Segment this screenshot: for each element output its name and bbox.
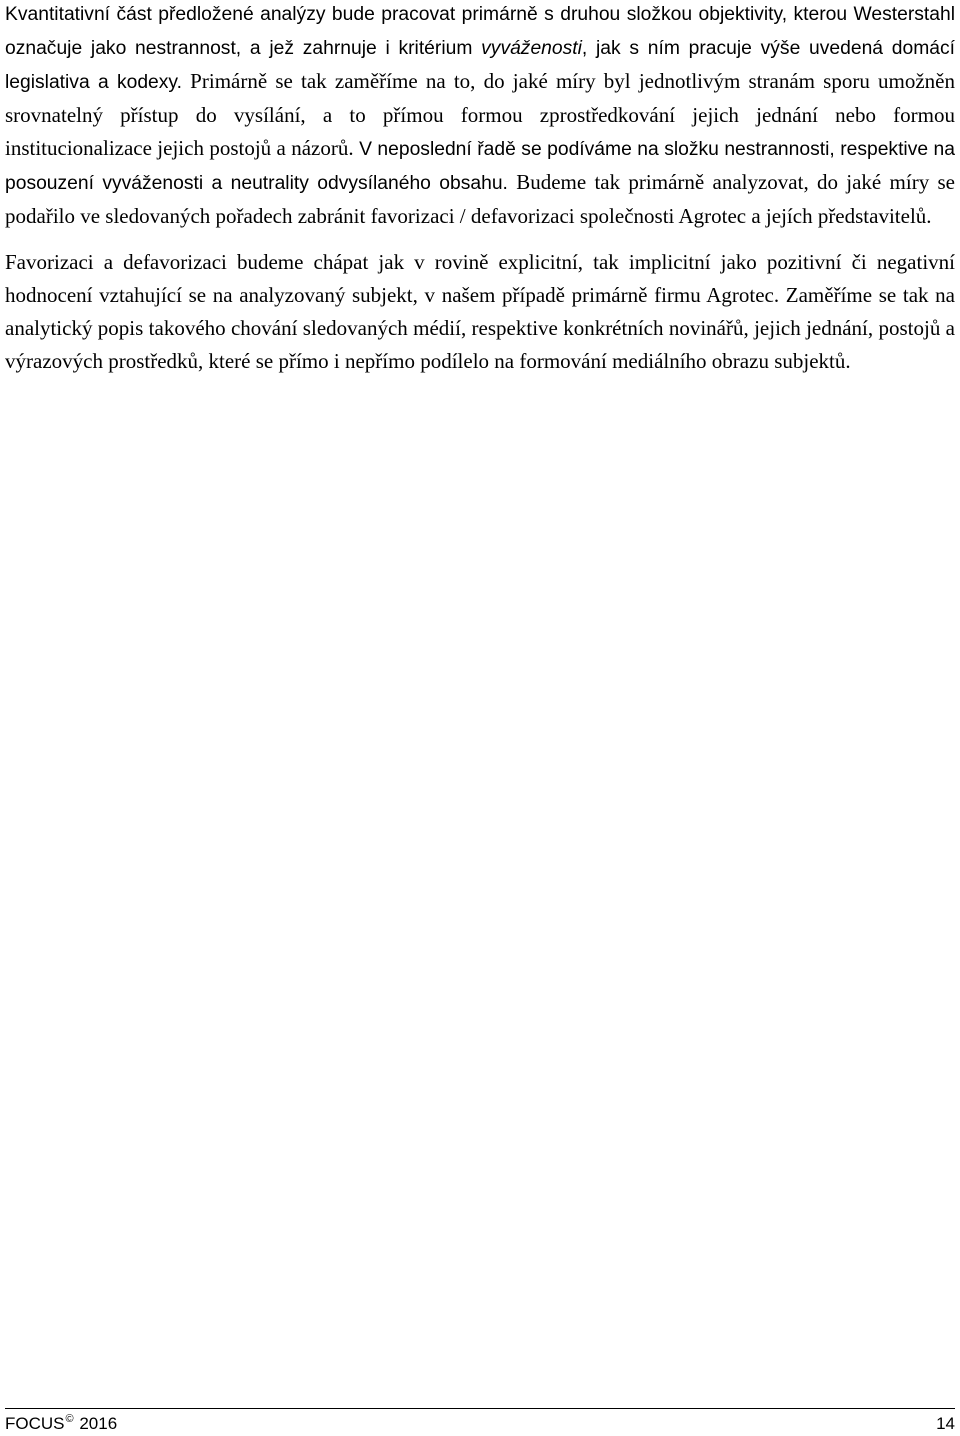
- page-number: 14: [936, 1414, 955, 1433]
- paragraph-1: [5, 0, 955, 233]
- footer-brand: FOCUS: [5, 1414, 65, 1433]
- paragraph-1-sentence-1-start: Kvantitativní část předložené analýzy bude pracovat primárně s druhou složkou objektivity, kterou Westerstahl označuje jako nestrannost, a jež zahrnuje i kritérium: [5, 4, 955, 59]
- footer-left: [5, 1414, 117, 1434]
- page-footer: [5, 1414, 955, 1434]
- paragraph-2: Favorizaci a defavorizaci budeme chápat jak v rovině explicitní, tak implicitní jako pozitivní či negativní hodnocení vztahující se na analyzovaný subjekt, v našem případě primárně firmu Agrotec. Zaměříme se tak na analytický popis takového chování sledovaných médií, respektive konkrétních novinářů, jejich jednání, postojů a výrazových prostředků, které se přímo i nepřímo podílelo na formování mediálního obrazu subjektů.: [5, 250, 955, 373]
- document-body: [5, 0, 955, 378]
- paragraph-1-sentence-3: V neposlední řadě se podíváme na složku nestrannosti, respektive na posouzení vyváženosti a neutrality odvysílaného obsahu.: [5, 139, 955, 194]
- footer-year: 2016: [79, 1414, 118, 1433]
- copyright-icon: ©: [65, 1413, 74, 1425]
- paragraph-1-sentence-1-end: , jak s ním pracuje výše uvedená domácí legislativa a kodexy.: [5, 38, 955, 93]
- paragraph-1-sentence-4: Budeme tak primárně analyzovat, do jaké míry se podařilo ve sledovaných pořadech zabránit favorizaci / defavorizaci společnosti Agrotec a jejích představitelů.: [5, 170, 955, 228]
- footer-divider: [5, 1408, 955, 1409]
- paragraph-1-italic-term: vyváženosti: [481, 38, 582, 59]
- paragraph-1-sentence-2: Primárně se tak zaměříme na to, do jaké míry byl jednotlivým stranám sporu umožněn srovnatelný přístup do vysílání, a to přímou formou zprostředkování jejich jednání nebo formou institucionalizace jejich postojů a názorů.: [5, 69, 955, 160]
